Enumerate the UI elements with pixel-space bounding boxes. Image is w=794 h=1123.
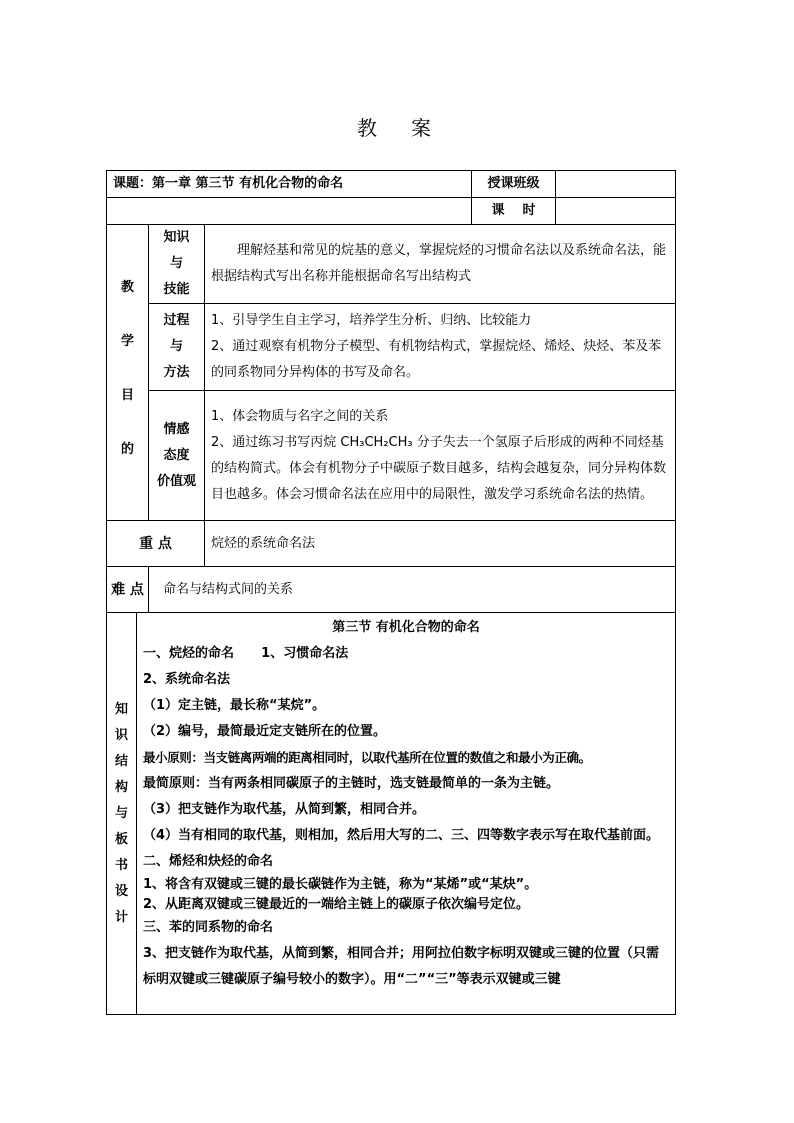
design-line: 2、从距离双键或三键最近的一端给主链上的碳原子依次编号定位。 (143, 897, 530, 912)
design-label-char: 知 (114, 701, 128, 717)
label-line: 过程 (163, 313, 190, 328)
objective-text-attitude (205, 391, 676, 521)
design-line: （4）当有相同的取代基，则相加，然后用大写的二、三、四等数字表示写在取代基前面。 (143, 828, 660, 843)
hours-label: 课 时 (472, 198, 556, 225)
design-line: （2）编号，最简最近定支链所在的位置。 (143, 724, 387, 739)
objectives-section-label (107, 225, 149, 521)
objective-label-knowledge (149, 225, 205, 304)
design-label-char: 构 (114, 779, 128, 795)
title-char-1: 教 (357, 116, 383, 140)
objective-line: 2、通过观察有机物分子模型、有机物结构式，掌握烷烃、烯烃、炔烃、苯及苯的同系物同分异构体的书写及命名。 (211, 339, 662, 380)
objective-line: 2、通过练习书写丙烷 CH₃CH₂CH₃ 分子失去一个氢原子后形成的两种不同烃基的结构简式。体会有机物分子中碳原子数目越多，结构会越复杂，同分异构体数目也越多。体会习惯命名法在应用中的局限性，激发学习系统命名法的热情。 (211, 434, 667, 502)
difficulty-row (107, 567, 676, 613)
key-point-value: 烷烃的系统命名法 (205, 521, 676, 567)
hours-row (107, 198, 676, 225)
course-label: 课题： (113, 176, 153, 191)
design-line: 三、苯的同系物的命名 (143, 920, 274, 935)
document-title (0, 112, 794, 141)
objective-text-knowledge (205, 225, 676, 304)
objective-line: 1、引导学生自主学习，培养学生分析、归纳、比较能力 (211, 313, 532, 328)
objective-text-process (205, 304, 676, 391)
design-line: （3）把支链作为取代基，从简到繁，相同合并。 (143, 802, 426, 817)
objective-label-attitude (149, 391, 205, 521)
section-char: 目 (120, 387, 134, 403)
objective-row-process (107, 304, 676, 391)
difficulty-value: 命名与结构式间的关系 (149, 567, 676, 613)
lesson-plan-table (106, 170, 676, 1015)
class-value (556, 171, 676, 198)
key-point-row (107, 521, 676, 567)
objective-row-attitude (107, 391, 676, 521)
design-label-char: 板 (114, 831, 128, 847)
design-line: （1）定主链，最长称“某烷”。 (143, 698, 326, 713)
design-line: 二、烯烃和炔烃的命名 (143, 854, 274, 869)
title-char-2: 案 (411, 116, 437, 140)
objective-row-knowledge (107, 225, 676, 304)
objective-line: 理解烃基和常见的烷基的意义，掌握烷烃的习惯命名法以及系统命名法，能根据结构式写出名称并能根据命名写出结构式 (211, 243, 667, 284)
objective-line: 1、体会物质与名字之间的关系 (211, 408, 389, 424)
design-title: 第三节 有机化合物的命名 (332, 620, 480, 635)
course-value: 第一章 第三节 有机化合物的命名 (152, 176, 344, 191)
label-line: 态度 (163, 447, 190, 463)
key-point-label: 重 点 (107, 521, 205, 567)
label-line: 知识 (163, 230, 190, 245)
section-char: 教 (120, 279, 134, 295)
design-label-char: 识 (114, 727, 128, 743)
design-line: 1、将含有双键或三键的最长碳链作为主链，称为“某烯”或“某炔”。 (143, 877, 538, 892)
course-cell-empty (107, 198, 472, 225)
design-line: 2、系统命名法 (143, 672, 231, 687)
design-line: 最小原则：当支链离两端的距离相同时，以取代基所在位置的数值之和最小为正确。 (143, 750, 591, 765)
label-line: 情感 (163, 421, 190, 437)
label-line: 方法 (163, 365, 190, 380)
design-line: 最简原则：当有两条相同碳原子的主链时，选支链最简单的一条为主链。 (143, 776, 560, 791)
design-line: 一、烷烃的命名 1、习惯命名法 (143, 646, 349, 661)
design-label-char: 书 (114, 857, 128, 873)
design-line: 3、把支链作为取代基，从简到繁，相同合并；用阿拉伯数字标明双键或三键的位置（只需标明双键或三键碳原子编号较小的数字）。用“二”“三”等表示双键或三键 (143, 946, 660, 987)
label-line: 技能 (163, 282, 190, 297)
label-line: 价值观 (156, 473, 196, 489)
difficulty-label: 难 点 (107, 567, 149, 613)
design-label-char: 设 (114, 883, 128, 899)
hours-value (556, 198, 676, 225)
design-content (137, 613, 676, 1015)
design-row (107, 613, 676, 1015)
label-line: 与 (169, 256, 183, 271)
objective-label-process (149, 304, 205, 391)
design-label-char: 与 (114, 805, 128, 821)
course-cell (107, 171, 472, 198)
course-row (107, 171, 676, 198)
design-label-char: 计 (114, 909, 128, 925)
design-label-char: 结 (114, 753, 128, 769)
class-label: 授课班级 (472, 171, 556, 198)
section-char: 的 (120, 441, 134, 457)
design-section-label (107, 613, 137, 1015)
label-line: 与 (169, 339, 183, 354)
section-char: 学 (120, 333, 134, 349)
